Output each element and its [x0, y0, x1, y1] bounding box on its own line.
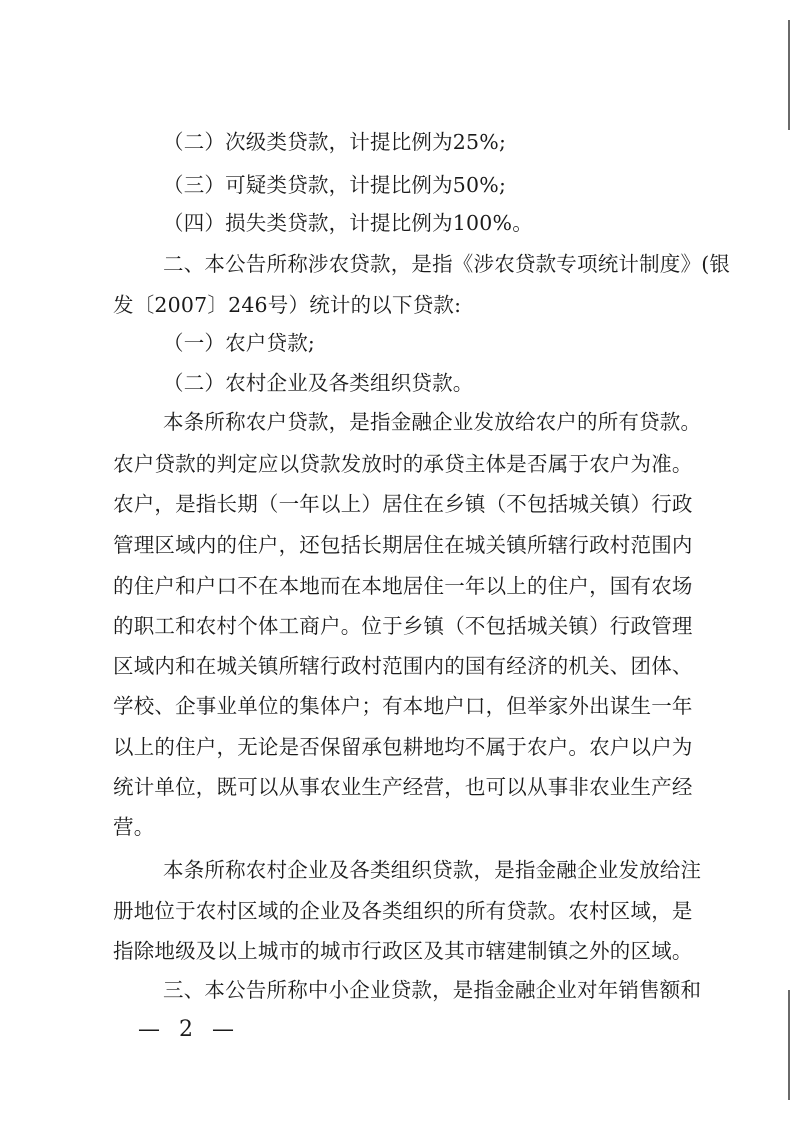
- paragraph-line: 以上的住户，无论是否保留承包耕地均不属于农户。农户以户为: [113, 735, 693, 759]
- item-rural-enterprise-loans: （二）农村企业及各类组织贷款。: [163, 371, 474, 395]
- paragraph-line: 指除地级及以上城市的城市行政区及其市辖建制镇之外的区域。: [113, 939, 693, 963]
- paragraph-line: 统计单位，既可以从事农业生产经营，也可以从事非农业生产经: [113, 775, 693, 799]
- section-two-continuation: 发〔2007〕246号）统计的以下贷款:: [113, 293, 462, 317]
- scan-edge-mark: [788, 20, 790, 130]
- paragraph-line: 农户，是指长期（一年以上）居住在乡镇（不包括城关镇）行政: [113, 492, 693, 516]
- paragraph-line: 农户贷款的判定应以贷款发放时的承贷主体是否属于农户为准。: [113, 452, 693, 476]
- page-number: — 2 —: [138, 1017, 240, 1042]
- section-three-heading: 三、本公告所称中小企业贷款，是指金融企业对年销售额和: [163, 978, 702, 1002]
- paragraph-line: 营。: [113, 815, 155, 839]
- paragraph-rural-enterprise-definition: 本条所称农村企业及各类组织贷款，是指金融企业发放给注: [163, 858, 702, 882]
- paragraph-line: 学校、企事业单位的集体户；有本地户口，但举家外出谋生一年: [113, 694, 693, 718]
- paragraph-farmer-definition: 本条所称农户贷款，是指金融企业发放给农户的所有贷款。: [163, 410, 702, 434]
- section-two-heading: 二、本公告所称涉农贷款，是指《涉农贷款专项统计制度》(银: [163, 252, 731, 276]
- paragraph-line: 册地位于农村区域的企业及各类组织的所有贷款。农村区域，是: [113, 899, 693, 923]
- paragraph-line: 区域内和在城关镇所辖行政村范围内的国有经济的机关、团体、: [113, 654, 693, 678]
- paragraph-line: 的职工和农村个体工商户。位于乡镇（不包括城关镇）行政管理: [113, 614, 693, 638]
- item-doubtful-loans: （三）可疑类贷款，计提比例为50%;: [163, 173, 507, 197]
- paragraph-line: 管理区域内的住户，还包括长期居住在城关镇所辖行政村范围内: [113, 533, 693, 557]
- item-loss-loans: （四）损失类贷款，计提比例为100%。: [163, 211, 533, 235]
- item-farmer-loans: （一）农户贷款;: [163, 331, 316, 355]
- item-substandard-loans: （二）次级类贷款，计提比例为25%;: [163, 130, 507, 154]
- paragraph-line: 的住户和户口不在本地而在本地居住一年以上的住户，国有农场: [113, 574, 693, 598]
- scan-edge-mark: [788, 990, 790, 1100]
